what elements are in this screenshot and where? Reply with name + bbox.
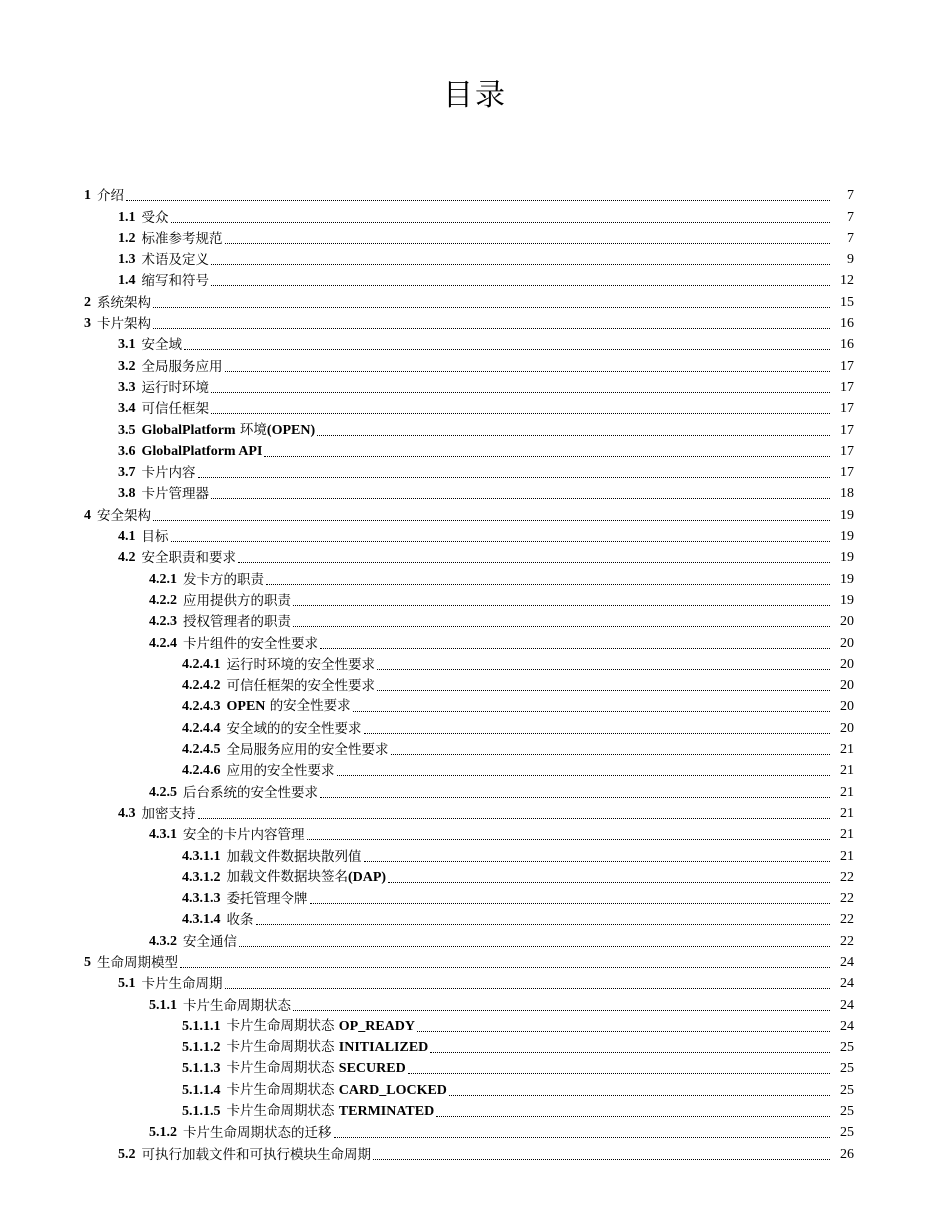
toc-entry-label xyxy=(183,784,318,802)
toc-entry-label-text: 加密支持 xyxy=(141,805,196,822)
dot-leader xyxy=(317,434,830,436)
toc-entry-label-text: 介绍 xyxy=(97,188,124,205)
toc-entry-page: 12 xyxy=(840,273,854,289)
toc-entry-page: 17 xyxy=(840,465,854,481)
toc-entry-label-bold: TERMINATED xyxy=(338,1104,435,1120)
toc-entry-page: 26 xyxy=(840,1146,854,1162)
toc-entry-page: 25 xyxy=(840,1125,854,1141)
toc-entry-page: 19 xyxy=(840,592,854,608)
toc-entry-label xyxy=(97,954,178,972)
toc-entry-label-text: 术语及定义 xyxy=(141,252,209,269)
toc-entry-number: 3.5 xyxy=(118,422,136,438)
dot-leader xyxy=(198,817,831,819)
toc-entry-page: 25 xyxy=(840,1082,854,1098)
toc-entry[interactable] xyxy=(0,823,950,844)
dot-leader xyxy=(449,1094,830,1096)
toc-entry[interactable] xyxy=(0,951,950,972)
toc-entry-page: 21 xyxy=(840,805,854,821)
toc-entry-label-text: 卡片内容 xyxy=(141,465,196,482)
toc-entry-number: 4.2.4.5 xyxy=(182,742,221,758)
toc-entry-page: 21 xyxy=(840,848,854,864)
toc-entry[interactable] xyxy=(0,589,950,610)
dot-leader xyxy=(211,497,830,499)
toc-entry-label-bold: GlobalPlatform API xyxy=(141,443,263,459)
toc-entry-label-text: 标准参考规范 xyxy=(141,230,223,247)
dot-leader xyxy=(225,987,831,989)
toc-entry-page: 20 xyxy=(840,614,854,630)
toc-entry-page: 24 xyxy=(840,997,854,1013)
toc-entry[interactable] xyxy=(0,567,950,588)
toc-entry-label xyxy=(142,975,223,993)
toc-entry-label xyxy=(227,1017,416,1036)
toc-entry-page: 22 xyxy=(840,912,854,928)
toc-entry-page: 15 xyxy=(840,294,854,310)
toc-entry-label-text: 卡片生命周期状态 xyxy=(226,1081,339,1098)
toc-entry-label xyxy=(183,571,264,589)
toc-entry-label xyxy=(227,1059,406,1078)
dot-leader xyxy=(353,710,830,712)
toc-entry-label-text: 系统架构 xyxy=(97,294,151,311)
toc-entry-label xyxy=(183,613,291,631)
toc-entry-page: 24 xyxy=(840,954,854,970)
dot-leader xyxy=(293,1009,830,1011)
toc-entry-label-text: 运行时环境的安全性要求 xyxy=(226,656,375,673)
toc-entry-page: 24 xyxy=(840,976,854,992)
toc-entry-label-text: 全局服务应用 xyxy=(141,358,223,375)
toc-entry[interactable] xyxy=(0,866,950,887)
toc-entry[interactable] xyxy=(0,184,950,205)
toc-entry-page: 19 xyxy=(840,550,854,566)
toc-entry-page: 24 xyxy=(840,1018,854,1034)
toc-entry-label-text: 卡片架构 xyxy=(97,316,151,333)
toc-entry-page: 17 xyxy=(840,443,854,459)
toc-entry-label-bold: (OPEN) xyxy=(266,422,316,438)
toc-entry[interactable] xyxy=(0,1078,950,1099)
toc-entry-label xyxy=(97,294,151,312)
toc-entry-label xyxy=(227,677,376,695)
toc-entry-number: 1.3 xyxy=(118,252,136,268)
toc-entry-label xyxy=(142,272,210,290)
dot-leader xyxy=(320,796,830,798)
toc-entry-label-text: 卡片生命周期状态 xyxy=(183,997,291,1014)
dot-leader xyxy=(153,519,830,521)
toc-entry-label xyxy=(227,848,362,866)
toc-entry-number: 4.2.4.4 xyxy=(182,720,221,736)
toc-entry-label-text: 运行时环境 xyxy=(141,379,209,396)
toc-entry-number: 5.1.1.1 xyxy=(182,1018,221,1034)
toc-entry-number: 4.3 xyxy=(118,805,136,821)
toc-entry-label-text: 可执行加载文件和可执行模块生命周期 xyxy=(141,1146,371,1163)
toc-entry[interactable] xyxy=(0,1142,950,1163)
toc-entry-number: 5.1.1.4 xyxy=(182,1082,221,1098)
toc-entry-label-bold: CARD_LOCKED xyxy=(338,1082,447,1098)
toc-entry[interactable] xyxy=(0,631,950,652)
dot-leader xyxy=(377,689,830,691)
toc-entry-number: 3.7 xyxy=(118,465,136,481)
toc-entry-label xyxy=(142,528,169,546)
toc-entry[interactable] xyxy=(0,716,950,737)
toc-entry-number: 5 xyxy=(84,954,91,970)
toc-entry-label-text: 安全通信 xyxy=(183,933,237,950)
dot-leader xyxy=(334,1136,831,1138)
toc-entry-label-text: 卡片生命周期 xyxy=(141,976,223,993)
toc-entry[interactable] xyxy=(0,972,950,993)
toc-entry-page: 17 xyxy=(840,358,854,374)
toc-entry-label-text: 应用的安全性要求 xyxy=(226,763,335,780)
dot-leader xyxy=(337,774,831,776)
dot-leader xyxy=(373,1158,830,1160)
toc-entry-label-text: 加载文件数据块散列值 xyxy=(226,848,362,865)
toc-entry-page: 19 xyxy=(840,571,854,587)
toc-entry-label-bold: OPEN xyxy=(226,699,266,715)
dot-leader xyxy=(391,753,831,755)
toc-entry-page: 20 xyxy=(840,678,854,694)
toc-entry-number: 5.1 xyxy=(118,976,136,992)
toc-entry[interactable] xyxy=(0,802,950,823)
toc-entry-label-text: 安全域 xyxy=(141,337,182,354)
toc-entry-label xyxy=(227,911,254,929)
dot-leader xyxy=(436,1115,830,1117)
toc-entry-number: 4.2.1 xyxy=(149,571,177,587)
toc-entry-label xyxy=(227,762,335,780)
toc-entry-number: 5.1.1.3 xyxy=(182,1061,221,1077)
dot-leader xyxy=(417,1030,830,1032)
toc-entry-label-text: 可信任框架的安全性要求 xyxy=(226,678,375,695)
toc-entry-number: 4.2.2 xyxy=(149,592,177,608)
toc-entry[interactable] xyxy=(0,290,950,311)
dot-leader xyxy=(184,348,830,350)
toc-entry-label-text: 收条 xyxy=(226,912,254,929)
toc-entry[interactable] xyxy=(0,525,950,546)
toc-entry[interactable] xyxy=(0,269,950,290)
toc-entry-number: 3.8 xyxy=(118,486,136,502)
toc-entry[interactable] xyxy=(0,312,950,333)
toc-entry-number: 1 xyxy=(84,188,91,204)
toc-entry-page: 17 xyxy=(840,401,854,417)
toc-entry-page: 9 xyxy=(847,252,854,268)
toc-entry[interactable] xyxy=(0,695,950,716)
page-title: 目录 xyxy=(443,78,507,113)
toc-entry[interactable] xyxy=(0,653,950,674)
toc-entry-label-text: 卡片生命周期状态 xyxy=(226,1060,339,1077)
toc-entry-label-text: 卡片组件的安全性要求 xyxy=(183,635,318,652)
toc-entry[interactable] xyxy=(0,376,950,397)
toc-entry-number: 3.1 xyxy=(118,337,136,353)
toc-entry-label-text: 应用提供方的职责 xyxy=(183,592,291,609)
toc-entry-page: 20 xyxy=(840,656,854,672)
toc-entry-label-bold: SECURED xyxy=(338,1061,406,1077)
toc-entry-number: 4.3.2 xyxy=(149,933,177,949)
dot-leader xyxy=(225,242,831,244)
toc-entry[interactable] xyxy=(0,354,950,375)
toc-entry-label xyxy=(142,805,196,823)
toc-entry-label-bold: OP_READY xyxy=(338,1018,416,1034)
toc-entry[interactable] xyxy=(0,1057,950,1078)
toc-entry[interactable] xyxy=(0,780,950,801)
toc-entry-label xyxy=(227,1038,429,1057)
toc-entry-page: 19 xyxy=(840,507,854,523)
toc-entry[interactable] xyxy=(0,482,950,503)
dot-leader xyxy=(320,647,830,649)
toc-entry-number: 4.3.1.4 xyxy=(182,912,221,928)
toc-entry-label-text: 可信任框架 xyxy=(141,401,209,418)
toc-entry-number: 1.2 xyxy=(118,230,136,246)
toc-entry-page: 22 xyxy=(840,869,854,885)
dot-leader xyxy=(225,370,831,372)
toc-entry-label-text: 卡片生命周期状态的迁移 xyxy=(183,1125,332,1142)
toc-entry-label-text: 生命周期模型 xyxy=(97,954,178,971)
dot-leader xyxy=(211,284,830,286)
toc-entry-label-text: 卡片生命周期状态 xyxy=(226,1039,339,1056)
dot-leader xyxy=(153,327,830,329)
toc-entry-label-text: 委托管理令牌 xyxy=(226,891,308,908)
toc-entry-number: 2 xyxy=(84,294,91,310)
toc-entry[interactable] xyxy=(0,674,950,695)
toc-entry-label xyxy=(142,358,223,376)
toc-entry-label xyxy=(142,230,223,248)
toc-entry-label xyxy=(183,997,291,1015)
toc-entry[interactable] xyxy=(0,1121,950,1142)
toc-entry-page: 18 xyxy=(840,486,854,502)
dot-leader xyxy=(310,902,831,904)
toc-entry-label xyxy=(227,1102,435,1121)
toc-entry-number: 4.1 xyxy=(118,529,136,545)
toc-entry-number: 4.3.1.3 xyxy=(182,891,221,907)
dot-leader xyxy=(293,604,830,606)
toc-entry[interactable] xyxy=(0,397,950,418)
toc-entry-label-text: 卡片管理器 xyxy=(141,486,209,503)
toc-entry-label-text: 后台系统的安全性要求 xyxy=(183,784,318,801)
toc-entry-label-text: 缩写和符号 xyxy=(141,273,209,290)
toc-entry-label-text: 卡片生命周期状态 xyxy=(226,1103,339,1120)
toc-entry-label xyxy=(142,209,169,227)
toc-entry-label-bold: (DAP) xyxy=(348,869,387,885)
toc-entry-number: 4.2.5 xyxy=(149,784,177,800)
toc-entry-page: 7 xyxy=(847,209,854,225)
toc-entry-label-bold: GlobalPlatform xyxy=(141,422,236,438)
dot-leader xyxy=(171,540,831,542)
toc-entry-number: 5.2 xyxy=(118,1146,136,1162)
toc-entry[interactable] xyxy=(0,546,950,567)
toc-entry-page: 17 xyxy=(840,379,854,395)
toc-entry-number: 5.1.1.2 xyxy=(182,1040,221,1056)
toc-entry-page: 21 xyxy=(840,742,854,758)
toc-entry[interactable] xyxy=(0,418,950,439)
toc-entry-label xyxy=(227,868,387,887)
toc-entry-page: 21 xyxy=(840,763,854,779)
dot-leader xyxy=(211,263,830,265)
toc-entry[interactable] xyxy=(0,1015,950,1036)
toc-entry-label-text: 安全的卡片内容管理 xyxy=(183,827,305,844)
toc-entry-page: 20 xyxy=(840,635,854,651)
toc-entry-label-text: 授权管理者的职责 xyxy=(183,614,291,631)
toc-entry-number: 4.2.4.6 xyxy=(182,763,221,779)
toc-entry-label-text: 加载文件数据块签名 xyxy=(226,868,348,885)
toc-entry-label xyxy=(97,507,151,525)
toc-entry-label xyxy=(142,251,210,269)
toc-entry-label xyxy=(183,635,318,653)
toc-entry-label-text: 全局服务应用的安全性要求 xyxy=(226,742,389,759)
dot-leader xyxy=(153,306,830,308)
toc-entry-label xyxy=(142,485,210,503)
toc-entry-page: 16 xyxy=(840,337,854,353)
dot-leader xyxy=(198,476,831,478)
toc-entry-number: 4.3.1 xyxy=(149,827,177,843)
toc-entry-page: 25 xyxy=(840,1061,854,1077)
dot-leader xyxy=(377,668,830,670)
toc-entry-page: 7 xyxy=(847,230,854,246)
toc-entry-label xyxy=(142,464,196,482)
toc-entry[interactable] xyxy=(0,440,950,461)
toc-entry-page: 25 xyxy=(840,1104,854,1120)
toc-entry-page: 20 xyxy=(840,720,854,736)
toc-entry-label xyxy=(142,336,183,354)
toc-entry-page: 19 xyxy=(840,529,854,545)
toc-entry-number: 4.2.4.2 xyxy=(182,678,221,694)
toc-entry-label xyxy=(97,315,151,333)
dot-leader xyxy=(211,391,830,393)
toc-entry-number: 1.4 xyxy=(118,273,136,289)
toc-entry-label-text: 安全域的的安全性要求 xyxy=(226,720,362,737)
dot-leader xyxy=(364,732,831,734)
toc-entry-label xyxy=(183,933,237,951)
dot-leader xyxy=(430,1051,830,1053)
toc-entry-label xyxy=(142,400,210,418)
toc-entry-label xyxy=(183,592,291,610)
toc-entry[interactable] xyxy=(0,333,950,354)
toc-entry-page: 7 xyxy=(847,188,854,204)
toc-entry-number: 3 xyxy=(84,316,91,332)
toc-entry[interactable] xyxy=(0,887,950,908)
toc-entry-label xyxy=(227,741,389,759)
toc-entry-label-text: 卡片生命周期状态 xyxy=(226,1017,339,1034)
toc-entry-number: 4.2.4 xyxy=(149,635,177,651)
dot-leader xyxy=(293,625,830,627)
toc-entry-label-text: 环境 xyxy=(235,421,267,438)
toc-entry-label-text: 安全架构 xyxy=(97,507,151,524)
toc-entry-label xyxy=(227,720,362,738)
dot-leader xyxy=(388,881,830,883)
toc-entry-number: 4.2.3 xyxy=(149,614,177,630)
toc-entry[interactable] xyxy=(0,844,950,865)
toc-entry-label xyxy=(142,442,263,461)
toc-entry-number: 3.4 xyxy=(118,401,136,417)
toc-entry-label xyxy=(183,826,305,844)
toc-entry-label xyxy=(227,1081,447,1100)
dot-leader xyxy=(307,838,831,840)
toc-entry[interactable] xyxy=(0,205,950,226)
toc-entry[interactable] xyxy=(0,1036,950,1057)
toc-entry-page: 20 xyxy=(840,699,854,715)
dot-leader xyxy=(211,412,830,414)
toc-entry-label xyxy=(142,421,316,440)
toc-entry-label-text: 安全职责和要求 xyxy=(141,550,236,567)
toc-entry-label-text: 受众 xyxy=(141,209,169,226)
toc-entry-number: 3.2 xyxy=(118,358,136,374)
toc-entry-page: 16 xyxy=(840,316,854,332)
toc-entry-number: 4.2.4.1 xyxy=(182,656,221,672)
toc-entry[interactable] xyxy=(0,1100,950,1121)
toc-entry[interactable] xyxy=(0,929,950,950)
dot-leader xyxy=(408,1072,830,1074)
dot-leader xyxy=(180,966,830,968)
dot-leader xyxy=(171,221,831,223)
toc-entry-label xyxy=(227,697,351,716)
toc-entry[interactable] xyxy=(0,759,950,780)
toc-entry[interactable] xyxy=(0,461,950,482)
dot-leader xyxy=(256,923,831,925)
toc-entry-page: 25 xyxy=(840,1040,854,1056)
toc-entry-page: 22 xyxy=(840,933,854,949)
toc-entry-number: 5.1.1 xyxy=(149,997,177,1013)
toc-entry-label-text: 发卡方的职责 xyxy=(183,571,264,588)
dot-leader xyxy=(364,860,831,862)
toc-entry[interactable] xyxy=(0,993,950,1014)
toc-entry-label-text: 的安全性要求 xyxy=(269,698,351,715)
toc-entry-label xyxy=(97,187,124,205)
toc-entry-label xyxy=(227,890,308,908)
toc-entry-number: 4.3.1.2 xyxy=(182,869,221,885)
toc-entry-number: 5.1.1.5 xyxy=(182,1104,221,1120)
toc-entry-label xyxy=(142,379,210,397)
toc-entry-page: 22 xyxy=(840,891,854,907)
toc-list xyxy=(0,184,950,1164)
toc-entry-number: 3.3 xyxy=(118,379,136,395)
toc-entry[interactable] xyxy=(0,610,950,631)
toc-entry[interactable] xyxy=(0,908,950,929)
toc-entry-label xyxy=(142,1146,372,1164)
toc-entry-page: 17 xyxy=(840,422,854,438)
toc-entry-page: 21 xyxy=(840,827,854,843)
toc-entry-number: 4 xyxy=(84,507,91,523)
toc-entry-label xyxy=(142,549,237,567)
toc-entry[interactable] xyxy=(0,738,950,759)
toc-entry-number: 4.2.4.3 xyxy=(182,699,221,715)
toc-entry-label-bold: INITIALIZED xyxy=(338,1040,429,1056)
toc-entry-label xyxy=(183,1124,332,1142)
toc-entry-number: 5.1.2 xyxy=(149,1125,177,1141)
toc-entry-number: 4.2 xyxy=(118,550,136,566)
toc-entry-number: 3.6 xyxy=(118,443,136,459)
dot-leader xyxy=(266,583,830,585)
toc-entry-label xyxy=(227,656,376,674)
dot-leader xyxy=(238,561,830,563)
dot-leader xyxy=(239,945,830,947)
toc-entry[interactable] xyxy=(0,248,950,269)
dot-leader xyxy=(264,455,830,457)
toc-entry-number: 1.1 xyxy=(118,209,136,225)
dot-leader xyxy=(126,199,830,201)
toc-entry-number: 4.3.1.1 xyxy=(182,848,221,864)
toc-entry[interactable] xyxy=(0,227,950,248)
toc-entry-page: 21 xyxy=(840,784,854,800)
toc-entry[interactable] xyxy=(0,503,950,524)
toc-entry-label-text: 目标 xyxy=(141,529,169,546)
